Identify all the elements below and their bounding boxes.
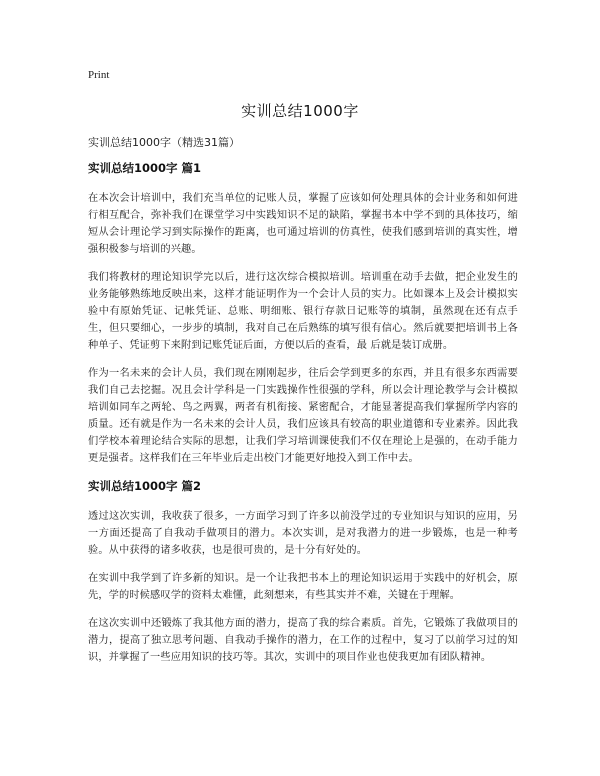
- paragraph: 我们将教材的理论知识学完以后，进行这次综合模拟培训。培训重在动手去做，把企业发生的业务能够熟练地反映出来，这样才能证明作为一个会计人员的实力。比如课本上及会计模拟实验中有原始凭证、记帐凭证、总账、明细账、银行存款日记账等的填制，虽然现在还有点手生，但只要细心，一步步的填制，我对自己在后熟练的填写很有信心。然后就要把培训书上各种单子、凭证剪下来附到记账凭证后面，方便以后的查看，最 后就是装订成册。: [88, 272, 518, 351]
- paragraph: 在本次会计培训中，我们充当单位的记账人员，掌握了应该如何处理具体的会计业务和如何进行相互配合，弥补我们在课堂学习中实践知识不足的缺陷，掌握书本中学不到的具体技巧，缩短从会计理论学习到实际操作的距离，也可通过培训的仿真性，使我们感到培训的真实性，增强积极参与培训的兴趣。: [88, 193, 518, 255]
- paragraph: 作为一名未来的会计人员，我们现在刚刚起步，往后会学到更多的东西，并且有很多东西需要我们自己去挖掘。况且会计学科是一门实践操作性很强的学科，所以会计理论教学与会计模拟培训如同车之两轮、鸟之两翼，两者有机衔接、紧密配合，才能显著提高我们掌握所学内容的质量。还有就是作为一名未来的会计人员，我们应该具有较高的职业道德和专业素养。因此我们学校本着理论结合实际的思想，让我们学习培训课使我们不仅在理论上是强的，在动手能力更是强者。这样我们在三年毕业后走出校门才能更好地投入到工作中去。: [88, 368, 518, 464]
- document-subtitle: 实训总结1000字（精选31篇）: [88, 136, 240, 149]
- paragraph: 在实训中我学到了许多新的知识。是一个让我把书本上的理论知识运用于实践中的好机会，原先，学的时候感叹学的资料太难懂，此刻想来，有些其实并不难，关键在于理解。: [88, 573, 518, 601]
- paragraph: 在这次实训中还锻炼了我其他方面的潜力，提高了我的综合素质。首先，它锻炼了我做项目的潜力，提高了独立思考问题、自我动手操作的潜力，在工作的过程中，复习了以前学习过的知识，并掌握了一些应用知识的技巧等。其次，实训中的项目作业也使我更加有团队精神。: [88, 618, 518, 663]
- document-body: [88, 160, 518, 677]
- page-title: 实训总结1000字: [241, 102, 359, 120]
- print-link[interactable]: Print: [88, 69, 110, 81]
- section-1: [88, 160, 518, 467]
- section-2: [88, 478, 518, 666]
- paragraph: 透过这次实训，我收获了很多，一方面学习到了许多以前没学过的专业知识与知识的应用，另一方面还提高了自我动手做项目的潜力。本次实训，是对我潜力的进一步锻炼，也是一种考验。从中获得的诸多收获，也是很可贵的，是十分有好处的。: [88, 511, 518, 556]
- section-heading: 实训总结1000字 篇1: [88, 161, 202, 175]
- section-heading: 实训总结1000字 篇2: [88, 479, 202, 493]
